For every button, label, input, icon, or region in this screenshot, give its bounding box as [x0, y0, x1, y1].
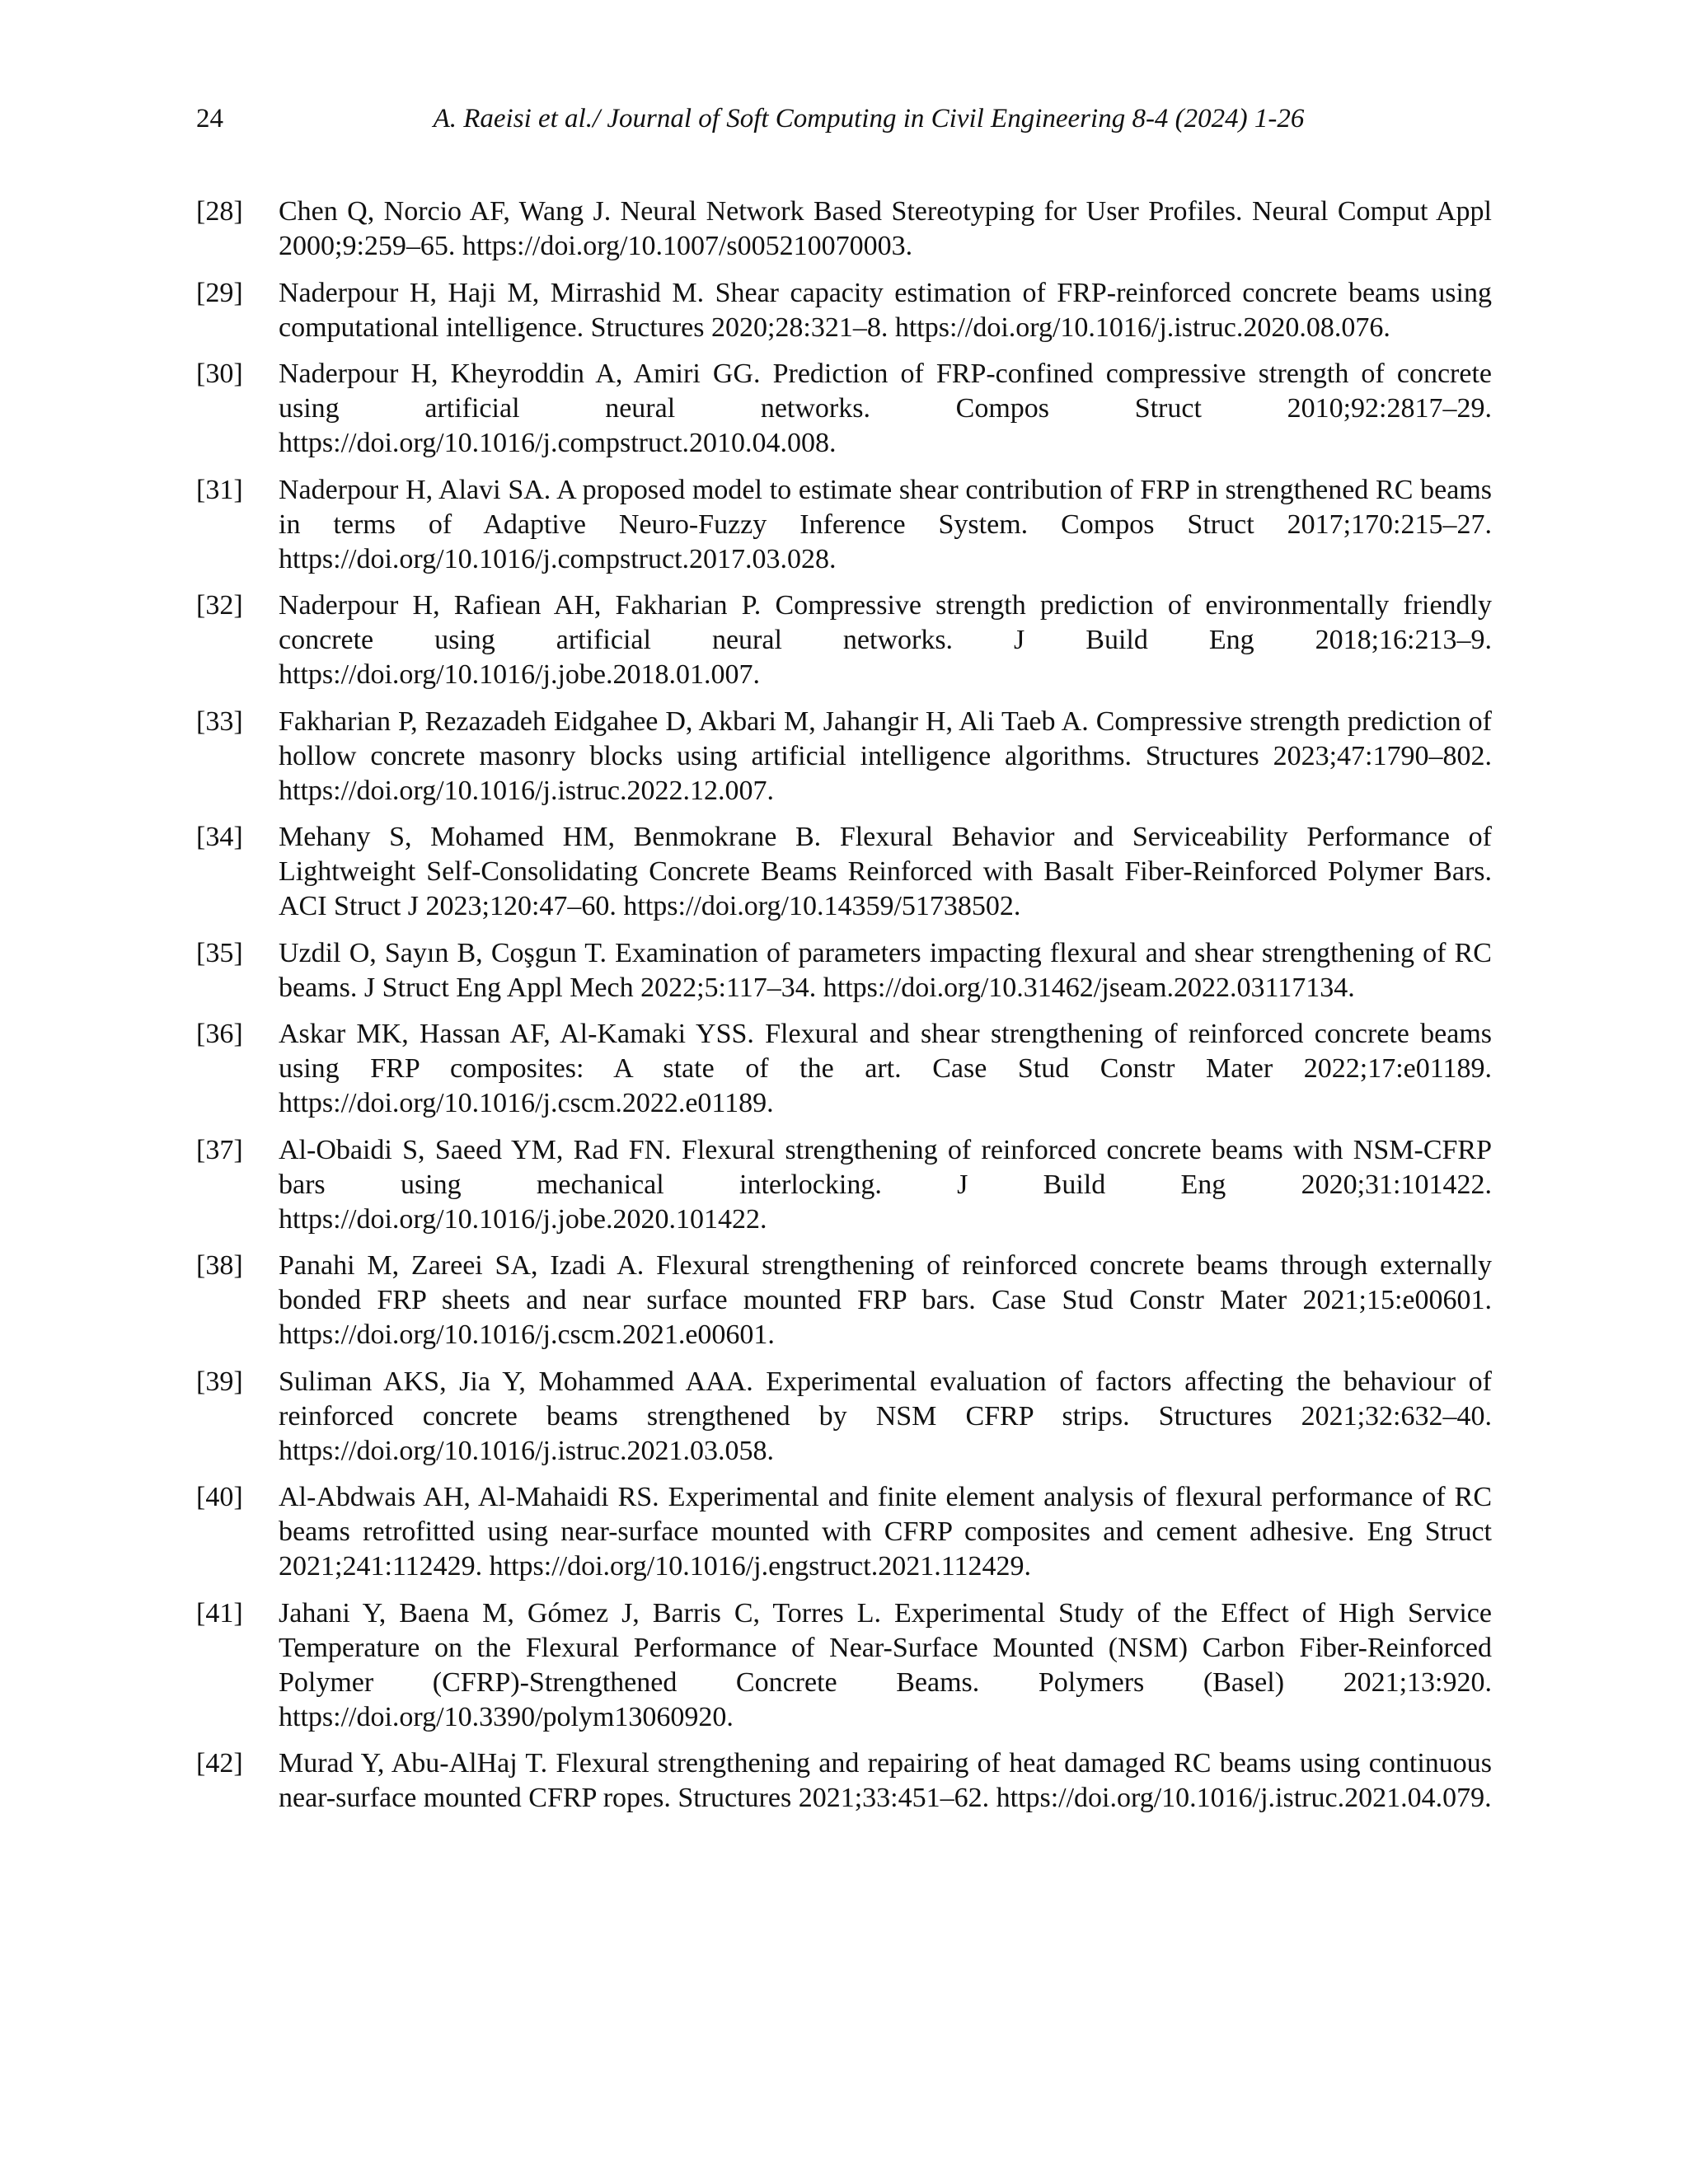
- reference-item: [196, 1480, 1492, 1584]
- reference-number: [32]: [196, 590, 243, 621]
- reference-number: [35]: [196, 937, 243, 968]
- reference-text: Naderpour H, Rafiean AH, Fakharian P. Compressive strength prediction of environmentally friendly concrete using artificial neural networks. J Build Eng 2018;16:213–9. https://doi.org/10.1016/j.jobe.2018.01.007.: [279, 590, 1492, 690]
- reference-item: [196, 1596, 1492, 1735]
- page-header: [196, 99, 1492, 138]
- reference-text: Chen Q, Norcio AF, Wang J. Neural Network Based Stereotyping for User Profiles. Neural Comput Appl 2000;9:259–65. https://doi.org/10.1007/s005210070003.: [279, 196, 1492, 261]
- reference-text: Naderpour H, Alavi SA. A proposed model to estimate shear contribution of FRP in strengthened RC beams in terms of Adaptive Neuro-Fuzzy Inference System. Compos Struct 2017;170:215–27. https://doi.org/10.1016/j.compstruct.2017.03.028.: [279, 474, 1492, 574]
- reference-text: Naderpour H, Haji M, Mirrashid M. Shear capacity estimation of FRP-reinforced concrete beams using computational intelligence. Structures 2020;28:321–8. https://doi.org/10.1016/j.istruc.2020.08.076.: [279, 277, 1492, 343]
- reference-text: Suliman AKS, Jia Y, Mohammed AAA. Experimental evaluation of factors affecting the behaviour of reinforced concrete beams strengthened by NSM CFRP strips. Structures 2021;32:632–40. https://doi.org/10.1016/j.istruc.2021.03.058.: [279, 1366, 1492, 1466]
- reference-item: [196, 357, 1492, 461]
- reference-text: Panahi M, Zareei SA, Izadi A. Flexural strengthening of reinforced concrete beams through externally bonded FRP sheets and near surface mounted FRP bars. Case Stud Constr Mater 2021;15:e00601. https://doi.org/10.1016/j.cscm.2021.e00601.: [279, 1250, 1492, 1350]
- reference-item: [196, 473, 1492, 577]
- reference-number: [30]: [196, 359, 243, 389]
- reference-item: [196, 1133, 1492, 1237]
- reference-number: [40]: [196, 1482, 243, 1512]
- reference-item: [196, 820, 1492, 924]
- reference-text: Murad Y, Abu-AlHaj T. Flexural strengthening and repairing of heat damaged RC beams using continuous near-surface mounted CFRP ropes. Structures 2021;33:451–62. https://doi.org/10.1016/j.istruc.2021.04.079.: [279, 1748, 1492, 1813]
- reference-number: [36]: [196, 1019, 243, 1049]
- reference-text: Al-Abdwais AH, Al-Mahaidi RS. Experimental and finite element analysis of flexural performance of RC beams retrofitted using near-surface mounted with CFRP composites and cement adhesive. Eng Struct 2021;241:112429. https://doi.org/10.1016/j.engstruct.2021.112429.: [279, 1482, 1492, 1582]
- reference-number: [37]: [196, 1134, 243, 1165]
- reference-number: [42]: [196, 1748, 243, 1779]
- reference-number: [31]: [196, 474, 243, 505]
- running-head: A. Raeisi et al./ Journal of Soft Computing in Civil Engineering 8-4 (2024) 1-26: [433, 104, 1305, 134]
- reference-item: [196, 1746, 1492, 1816]
- reference-number: [33]: [196, 705, 243, 737]
- reference-text: Fakharian P, Rezazadeh Eidgahee D, Akbari M, Jahangir H, Ali Taeb A. Compressive strength prediction of hollow concrete masonry blocks using artificial intelligence algorithms. Structures 2023;47:1790–802. https://doi.org/10.1016/j.istruc.2022.12.007.: [279, 705, 1492, 806]
- reference-list: [196, 194, 1492, 1828]
- reference-item: [196, 1249, 1492, 1352]
- reference-number: [34]: [196, 822, 243, 852]
- reference-item: [196, 1365, 1492, 1469]
- reference-number: [28]: [196, 196, 243, 227]
- reference-item: [196, 588, 1492, 692]
- reference-item: [196, 1017, 1492, 1121]
- reference-item: [196, 705, 1492, 808]
- reference-text: Askar MK, Hassan AF, Al-Kamaki YSS. Flexural and shear strengthening of reinforced concrete beams using FRP composites: A state of the art. Case Stud Constr Mater 2022;17:e01189. https://doi.org/10.1016/j.cscm.2022.e01189.: [279, 1019, 1492, 1118]
- reference-item: [196, 194, 1492, 264]
- reference-number: [39]: [196, 1366, 243, 1397]
- reference-number: [38]: [196, 1250, 243, 1281]
- reference-item: [196, 936, 1492, 1005]
- reference-text: Naderpour H, Kheyroddin A, Amiri GG. Prediction of FRP-confined compressive strength of concrete using artificial neural networks. Compos Struct 2010;92:2817–29. https://doi.org/10.1016/j.compstruct.2010.04.008.: [279, 359, 1492, 458]
- reference-text: Jahani Y, Baena M, Gómez J, Barris C, Torres L. Experimental Study of the Effect of High Service Temperature on the Flexural Performance of Near-Surface Mounted (NSM) Carbon Fiber-Reinforced Polymer (CFRP)-Strengthened Concrete Beams. Polymers (Basel) 2021;13:920. https://doi.org/10.3390/polym13060920.: [279, 1597, 1492, 1732]
- reference-item: [196, 276, 1492, 345]
- reference-text: Al-Obaidi S, Saeed YM, Rad FN. Flexural strengthening of reinforced concrete beams with NSM-CFRP bars using mechanical interlocking. J Build Eng 2020;31:101422. https://doi.org/10.1016/j.jobe.2020.101422.: [279, 1134, 1492, 1235]
- reference-number: [41]: [196, 1597, 243, 1629]
- reference-text: Mehany S, Mohamed HM, Benmokrane B. Flexural Behavior and Serviceability Performance of Lightweight Self-Consolidating Concrete Beams Reinforced with Basalt Fiber-Reinforced Polymer Bars. ACI Struct J 2023;120:47–60. https://doi.org/10.14359/51738502.: [279, 822, 1492, 921]
- reference-number: [29]: [196, 277, 243, 308]
- page-number: 24: [196, 104, 223, 134]
- reference-text: Uzdil O, Sayın B, Coşgun T. Examination of parameters impacting flexural and shear strengthening of RC beams. J Struct Eng Appl Mech 2022;5:117–34. https://doi.org/10.31462/jseam.2022.03117134.: [279, 937, 1492, 1003]
